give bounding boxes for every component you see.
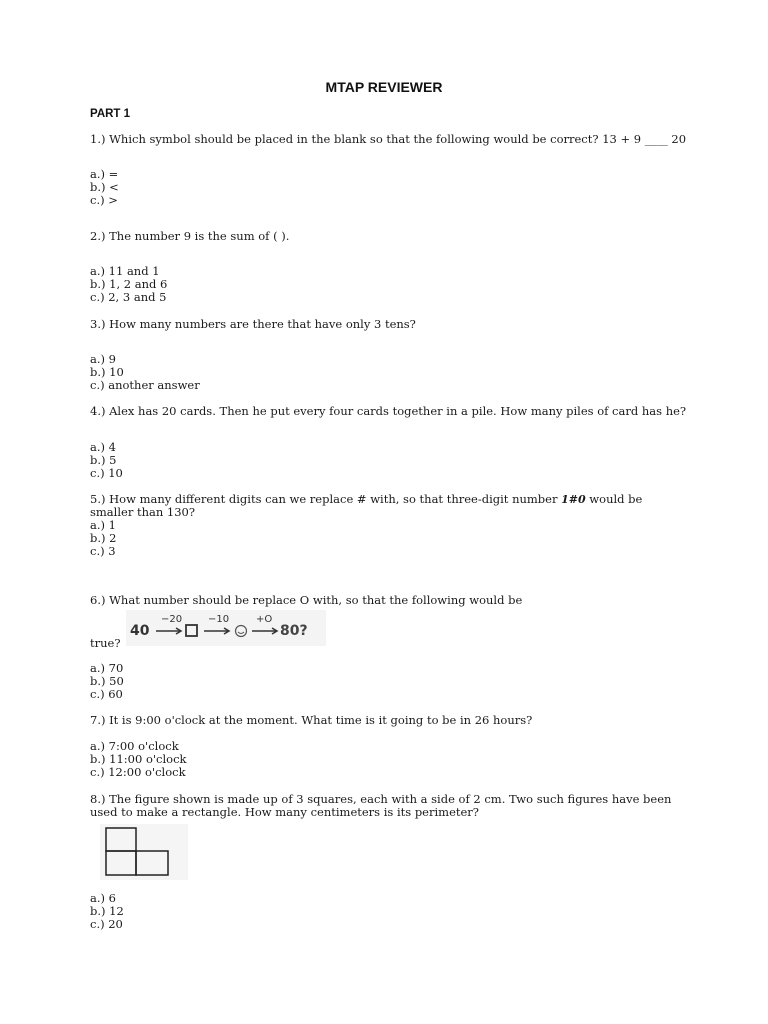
option-c: c.) 10: [90, 466, 123, 481]
question-7-options: [90, 740, 187, 780]
option-c: c.) >: [90, 193, 118, 208]
option-c: c.) 60: [90, 687, 123, 702]
option-a: a.) 9: [90, 352, 116, 366]
question-6: 6.) What number should be replace O with, so that the following would be: [90, 593, 523, 607]
question-1: 1.) Which symbol should be placed in the blank so that the following would be correct? 13 + 9 ____ 20: [90, 132, 687, 146]
option-a: a.) 6: [90, 891, 116, 905]
option-c: c.) 20: [90, 917, 123, 932]
figure-step-2-label: −10: [208, 614, 230, 625]
question-2-options: [90, 265, 167, 305]
question-5-number: 1#0: [561, 493, 586, 506]
option-b: b.) 2: [90, 531, 117, 546]
option-b: b.) 1, 2 and 6: [90, 277, 168, 292]
question-5: [90, 493, 682, 519]
question-6-figure: [126, 610, 326, 646]
part-heading: PART 1: [90, 108, 131, 120]
figure-start-number: 40: [130, 623, 150, 639]
figure-step-3-label: +O: [256, 614, 273, 625]
option-b: b.) 5: [90, 453, 117, 468]
question-3-options: [90, 353, 200, 393]
question-5-text-start: 5.) How many different digits can we replace # with, so that three-digit number: [90, 492, 562, 506]
option-c: c.) 12:00 o'clock: [90, 765, 186, 780]
option-c: c.) another answer: [90, 378, 200, 393]
figure-background: [100, 824, 188, 880]
question-3: 3.) How many numbers are there that have only 3 tens?: [90, 317, 416, 331]
question-4-options: [90, 441, 123, 481]
figure-step-1-label: −20: [161, 614, 183, 625]
question-5-text-end: would be smaller than 130?: [90, 492, 643, 519]
option-a: a.) 11 and 1: [90, 264, 160, 278]
option-a: a.) =: [90, 167, 119, 181]
document-title: MTAP REVIEWER: [325, 79, 443, 95]
question-8-options: [90, 892, 124, 932]
question-6-tail: true?: [90, 636, 121, 650]
option-a: a.) 70: [90, 661, 124, 675]
question-5-options: [90, 519, 116, 559]
option-b: b.) 10: [90, 365, 124, 380]
option-a: a.) 7:00 o'clock: [90, 739, 179, 753]
option-a: a.) 1: [90, 518, 116, 532]
figure-end-number: 80?: [280, 623, 308, 639]
option-b: b.) <: [90, 180, 119, 195]
option-b: b.) 50: [90, 674, 124, 689]
option-c: c.) 2, 3 and 5: [90, 290, 167, 305]
question-7: 7.) It is 9:00 o'clock at the moment. What time is it going to be in 26 hours?: [90, 713, 533, 727]
three-squares-figure: [100, 824, 188, 880]
option-c: c.) 3: [90, 544, 116, 559]
option-b: b.) 11:00 o'clock: [90, 752, 187, 767]
question-1-options: [90, 168, 119, 208]
option-a: a.) 4: [90, 440, 116, 454]
question-2: 2.) The number 9 is the sum of ( ).: [90, 229, 290, 243]
question-6-options: [90, 662, 124, 702]
option-b: b.) 12: [90, 904, 124, 919]
question-4: 4.) Alex has 20 cards. Then he put every four cards together in a pile. How many piles of card has he?: [90, 404, 687, 418]
question-8: 8.) The figure shown is made up of 3 squares, each with a side of 2 cm. Two such figures have been used to make a rectangle. How many centimeters is its perimeter?: [90, 792, 672, 819]
